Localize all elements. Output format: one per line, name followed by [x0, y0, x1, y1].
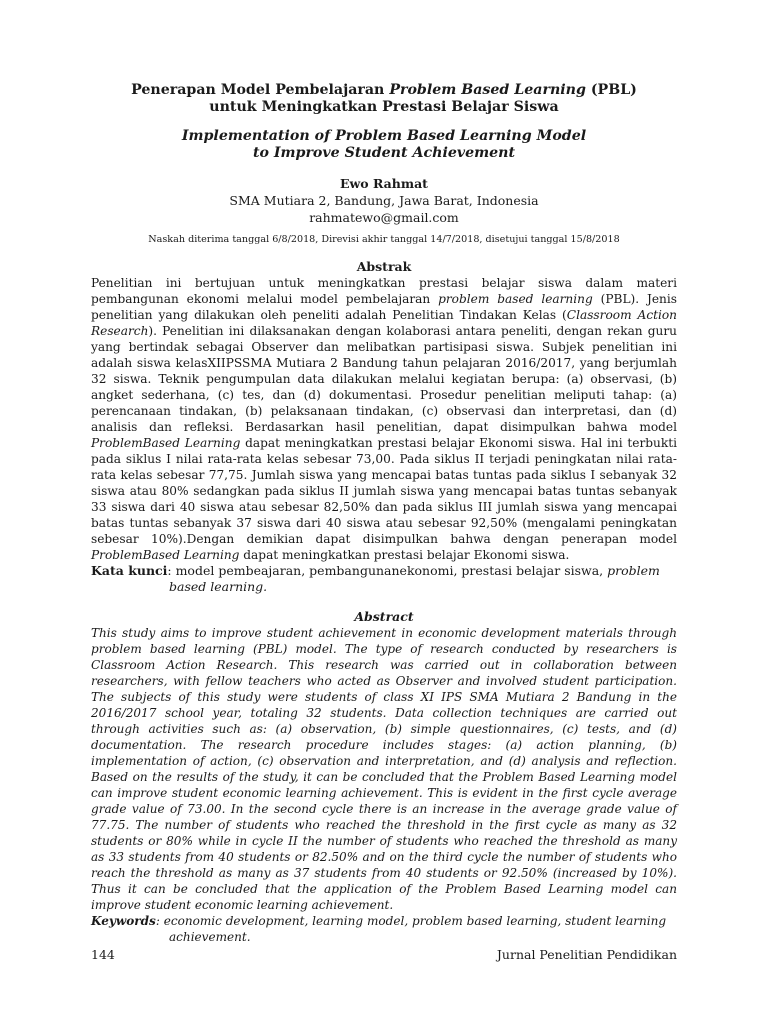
abstrak-heading: Abstrak: [356, 259, 412, 274]
page-number: 144: [91, 947, 115, 962]
kata-kunci-text: : model pembeajaran, pembangunanekonomi, prestasi belajar siswa,: [167, 563, 608, 578]
title-indonesian-line1: Penerapan Model Pembelajaran Problem Based Learning (PBL): [131, 82, 637, 98]
journal-name: Jurnal Penelitian Pendidikan: [496, 947, 677, 962]
title-indonesian: [91, 82, 677, 116]
author-affiliation: SMA Mutiara 2, Bandung, Jawa Barat, Indonesia: [229, 193, 539, 208]
submission-dates: Naskah diterima tanggal 6/8/2018, Direvisi akhir tanggal 14/7/2018, disetujui tanggal 15/8/2018: [148, 234, 620, 245]
keywords-text: : economic development, learning model, problem based learning, student learning achievement.: [155, 914, 667, 944]
paper-page: [91, 82, 677, 945]
author-email: rahmatewo@gmail.com: [309, 210, 459, 225]
author-name: Ewo Rahmat: [340, 176, 428, 191]
title-italic-term: Problem Based Learning: [389, 82, 586, 98]
kata-kunci: Kata kunci: model pembeajaran, pembangunanekonomi, prestasi belajar siswa, problem based learning.: [91, 563, 660, 594]
page-footer: [91, 947, 677, 963]
title-english: [91, 128, 677, 162]
abstract-heading: Abstract: [354, 609, 414, 624]
title-indonesian-line2: untuk Meningkatkan Prestasi Belajar Siswa: [209, 99, 559, 115]
title-english-line2: to Improve Student Achievement: [252, 145, 516, 161]
keywords: [91, 913, 677, 945]
kata-kunci-label: Kata kunci: [91, 563, 168, 578]
title-english-line1: Implementation of Problem Based Learning Model: [181, 128, 587, 144]
abstract-body: This study aims to improve student achievement in economic development materials through problem based learning (PBL) model. The type of research conducted by researchers is Classroom Action Research. This research was carried out in collaboration between researchers, with fellow teachers who acted as Observer and involved student participation. The subjects of this study were students of class XI IPS SMA Mutiara 2 Bandung in the 2016/2017 school year, totaling 32 students. Data collection techniques are carried out through activities such as: (a) observation, (b) simple questionnaires, (c) tests, and (d) documentation. The research procedure includes stages: (a) action planning, (b) implementation of action, (c) observation and interpretation, and (d) analysis and reflection. Based on the results of the study, it can be concluded that the Problem Based Learning model can improve student economic learning achievement. This is evident in the first cycle average grade value of 73.00. In the second cycle there is an increase in the average grade value of 77.75. The number of students who reached the threshold in the first cycle as many as 32 students or 80% while in cycle II the number of students who reached the threshold as many as 33 students from 40 students or 82.50% and on the third cycle the number of students who reach the threshold as many as 37 students from 40 students or 92.50% (increased by 10%). Thus it can be concluded that the application of the Problem Based Learning model can improve student economic learning achievement.: [91, 626, 677, 912]
keywords-label: Keywords: [91, 914, 156, 928]
abstrak-body: Penelitian ini bertujuan untuk meningkatkan prestasi belajar siswa dalam materi pembangunan ekonomi melalui model pembelajaran problem based learning (PBL). Jenis penelitian yang dilakukan oleh peneliti adalah Penelitian Tindakan Kelas (Classroom Action Research). Penelitian ini dilaksanakan dengan kolaborasi antara peneliti, dengan rekan guru yang bertindak sebagai Observer dan melibatkan partisipasi siswa. Subjek penelitian ini adalah siswa kelasXIIPSSMA Mutiara 2 Bandung tahun pelajaran 2016/2017, yang berjumlah 32 siswa. Teknik pengumpulan data dilakukan melalui kegiatan berupa: (a) observasi, (b) angket sederhana, (c) tes, dan (d) dokumentasi. Prosedur penelitian meliputi tahap: (a) perencanaan tindakan, (b) pelaksanaan tindakan, (c) observasi dan interpretasi, dan (d) analisis dan refleksi. Berdasarkan hasil penelitian, dapat disimpulkan bahwa model ProblemBased Learning dapat meningkatkan prestasi belajar Ekonomi siswa. Hal ini terbukti pada siklus I nilai rata-rata kelas sebesar 73,00. Pada siklus II terjadi peningkatan nilai rata-rata kelas sebesar 77,75. Jumlah siswa yang mencapai batas tuntas pada siklus I sebanyak 32 siswa atau 80% sedangkan pada siklus II jumlah siswa yang mencapai batas tuntas sebanyak 33 siswa dari 40 siswa atau sebesar 82,50% dan pada siklus III jumlah siswa yang mencapai batas tuntas sebanyak 37 siswa dari 40 siswa atau sebesar 92,50% (mengalami peningkatan sebesar 10%).Dengan demikian dapat disimpulkan bahwa dengan penerapan model ProblemBased Learning dapat meningkatkan prestasi belajar Ekonomi siswa.: [91, 276, 678, 562]
